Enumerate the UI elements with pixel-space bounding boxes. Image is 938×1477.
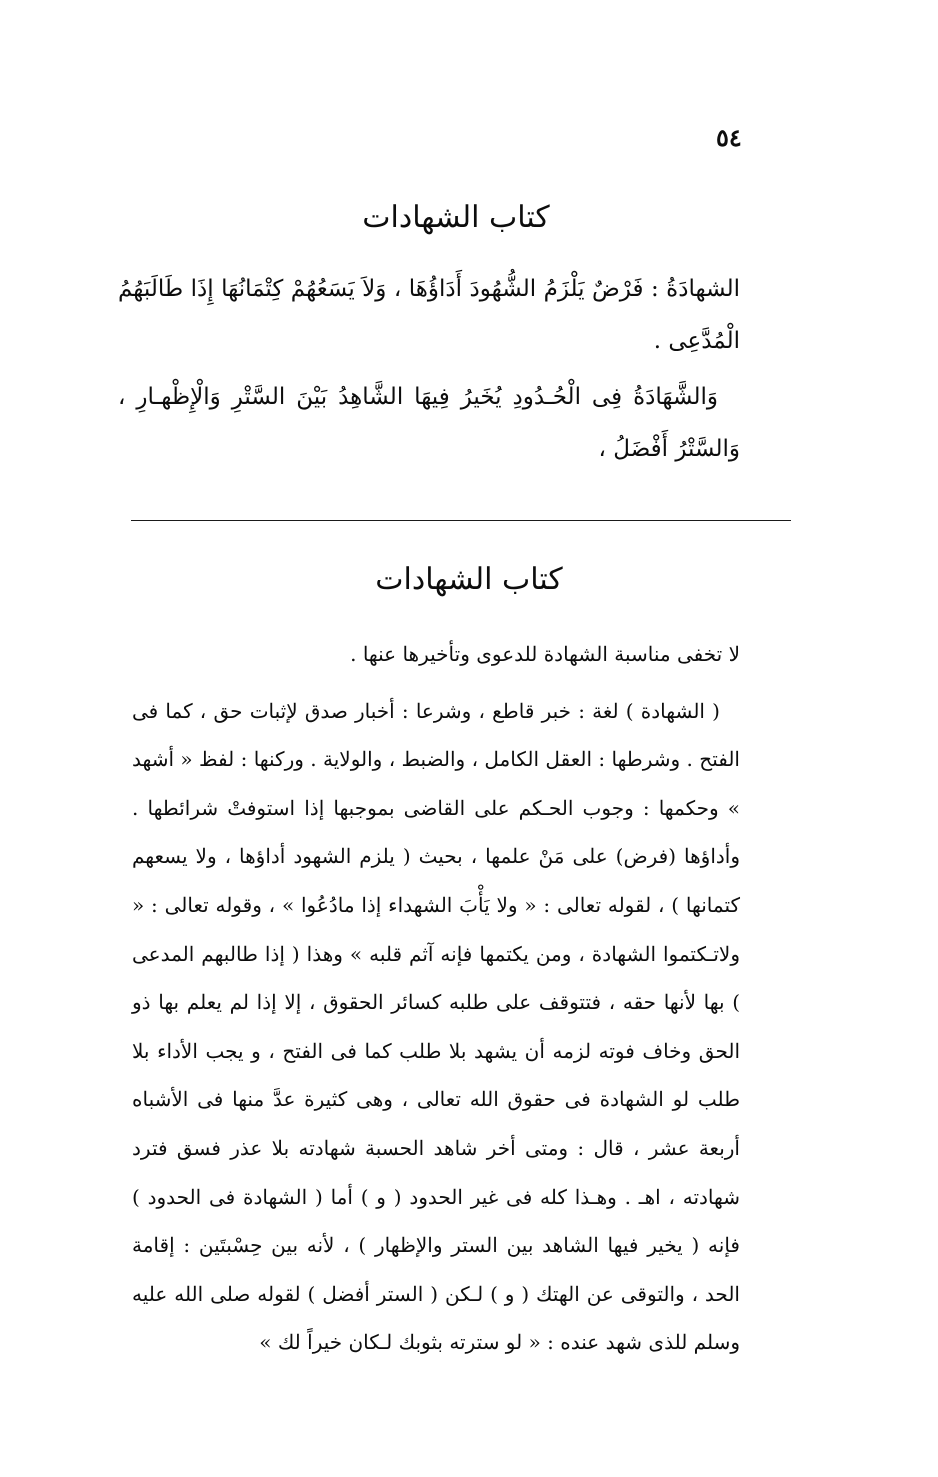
- sharh-text-block: [132, 630, 740, 1367]
- matn-paragraph: وَالشَّهَادَةُ فِى الْحُـدُودِ يُخَيرُ فِيهَا الشَّاهِدُ بَيْنَ السَّتْرِ وَالْإِظْهـارِ ، وَالسَّتْرُ أَفْضَلُ ،: [118, 384, 740, 462]
- matn-text-block: [118, 263, 740, 475]
- matn-paragraph: الشهادَةُ : فَرْضٌ يَلْزَمُ الشُّهُودَ أَدَاؤُهَا ، وَلاَ يَسَعُهُمْ كِتْمَانُهَا إِذَا طَالَبَهُمُ الْمُدَّعِى .: [118, 276, 740, 354]
- page-number: ٥٤: [716, 123, 742, 152]
- sharh-body-paragraph: ( الشهادة ) لغة : خبر قاطع ، وشرعا : أخبار صدق لإثبات حق ، كما فى الفتح . وشرطها : العقل الكامل ، والضبط ، والولاية . وركنها : لفظ « أشهد » وحكمها : وجوب الحـكم على القاضى بموجبها إذا استوفتْ شرائطها . وأداؤها (فرض) على مَنْ علمها ، بحيث ( يلزم الشهود أداؤها ، ولا يسعهم كتمانها ) ، لقوله تعالى : « ولا يَأْبَ الشهداء إذا مادُعُوا » ، وقوله تعالى : « ولاتـكتموا الشهادة ، ومن يكتمها فإنه آثم قلبه » وهذا ( إذا طالبهم المدعى ) بها لأنها حقه ، فتتوقف على طلبه كسائر الحقوق ، إلا إذا لم يعلم بها ذو الحق وخاف فوته لزمه أن يشهد بلا طلب كما فى الفتح ، و يجب الأداء بلا طلب لو الشهادة فى حقوق الله تعالى ، وهى كثيرة عدَّ منها فى الأشباه أربعة عشر ، قال : ومتى أخر شاهد الحسبة شهادته بلا عذر فسق فترد شهادته ، اهـ . وهـذا كله فى غير الحدود ( و ) أما ( الشهادة فى الحدود ) فإنه ( يخير فيها الشاهد بين الستر والإظهار ) ، لأنه بين حِسْبتَين : إقامة الحد ، والتوقى عن الهتك ( و ) لـكن ( الستر أفضل ) لقوله صلى الله عليه وسلم للذى شهد عنده : « لو سترته بثوبك لـكان خيراً لك »: [132, 698, 740, 1355]
- section-divider: [131, 520, 791, 521]
- sharh-chapter-title: كتاب الشهادات: [375, 562, 563, 597]
- matn-chapter-title: كتاب الشهادات: [362, 200, 550, 235]
- sharh-intro-paragraph: لا تخفى مناسبة الشهادة للدعوى وتأخيرها عنها .: [350, 642, 740, 666]
